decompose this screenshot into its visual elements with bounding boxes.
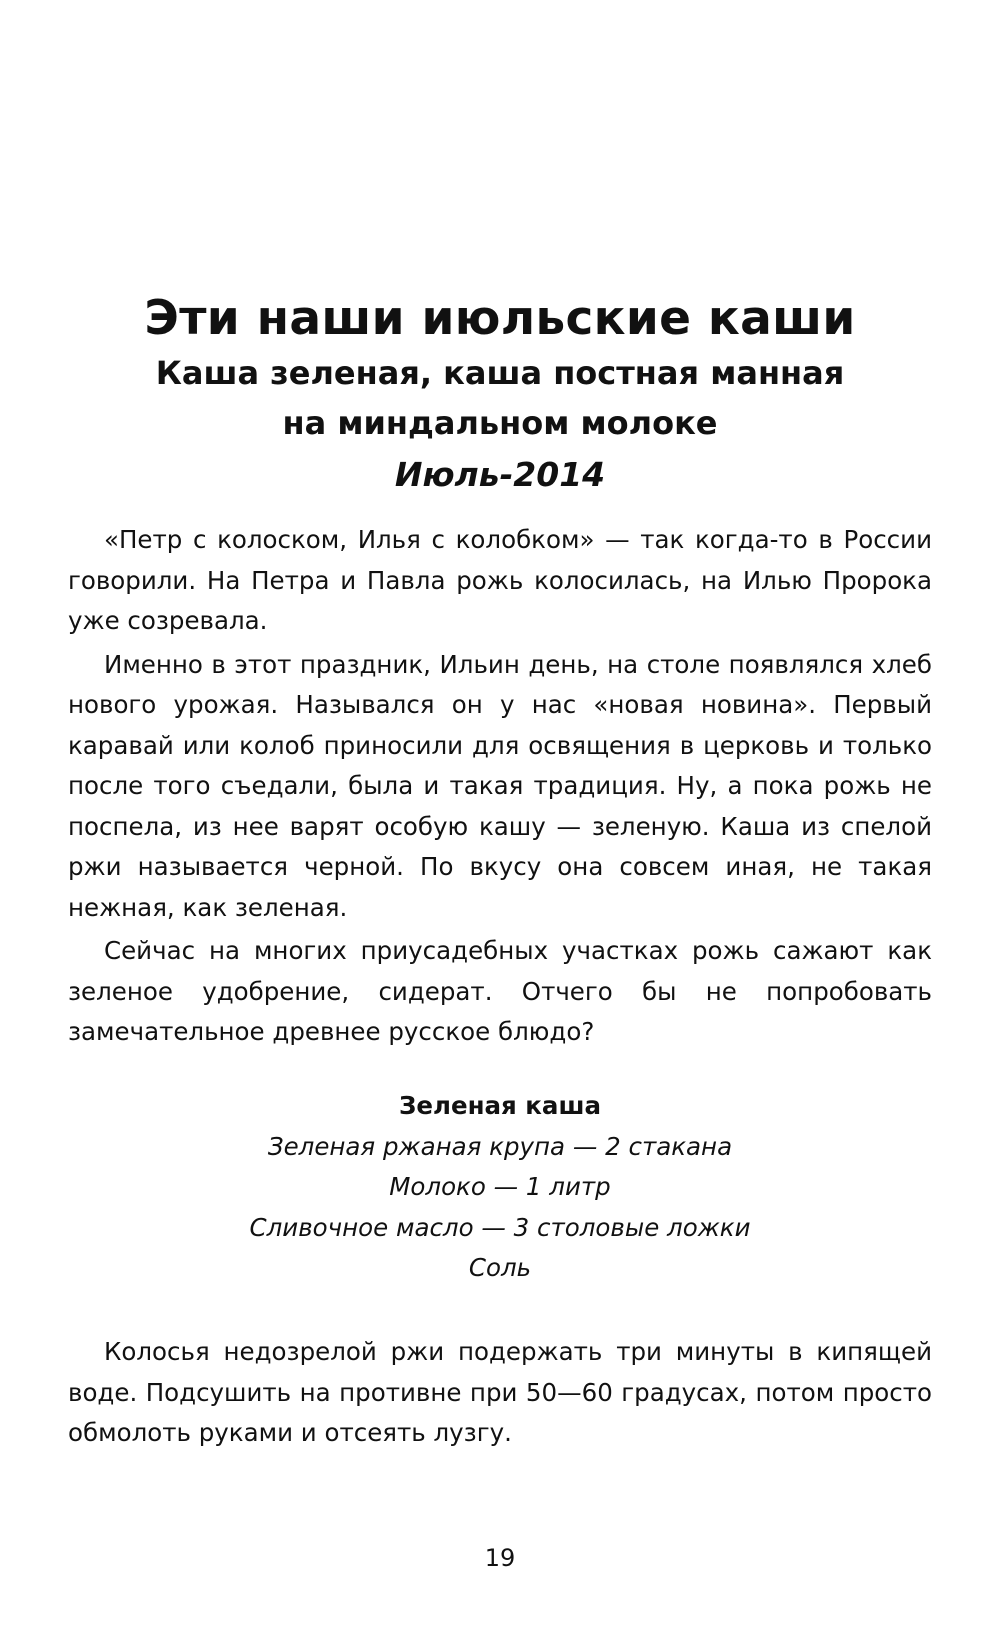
page-number: 19 [484, 1544, 516, 1572]
instructions-paragraph: Колосья недозрелой ржи подержать три минуты в кипящей воде. Подсушить на противне при 50—60 градусах, потом просто обмолоть руками и отсеять лузгу. [68, 1337, 932, 1447]
chapter-heading [68, 290, 932, 502]
chapter-subtitle-line-2: на миндальном молоке [282, 404, 718, 442]
ingredient: Молоко — 1 литр [389, 1172, 611, 1201]
ingredient: Сливочное масло — 3 столовые ложки [249, 1212, 751, 1242]
chapter-date: Июль-2014 [394, 455, 606, 494]
paragraph: Именно в этот праздник, Ильин день, на столе появлялся хлеб нового урожая. Назывался он у нас «новая новина». Первый каравай или колоб приносили для освящения в церковь и только после того съедали, была и такая традиция. Ну, а пока рожь не поспела, из нее варят особую кашу — зеленую. Каша из спелой ржи называется черной. По вкусу она совсем иная, не такая нежная, как зеленая. [68, 649, 932, 922]
ingredient: Соль [468, 1253, 532, 1282]
paragraph: «Петр с колоском, Илья с колобком» — так когда-то в России говорили. На Петра и Павла рожь колосилась, на Илью Пророка уже созревала. [68, 525, 932, 635]
book-page [68, 0, 932, 1648]
recipe-instructions [68, 1332, 932, 1457]
paragraph: Сейчас на многих приусадебных участках рожь сажают как зеленое удобрение, сидерат. Отчего бы не попробовать замечательное древнее русское блюдо? [68, 936, 932, 1046]
recipe-block [68, 1086, 932, 1289]
ingredient: Зеленая ржаная крупа — 2 стакана [267, 1131, 733, 1161]
body-text [68, 520, 932, 1056]
chapter-subtitle-line-1: Каша зеленая, каша постная манная [155, 354, 845, 392]
recipe-title: Зеленая каша [398, 1091, 602, 1120]
chapter-title: Эти наши июльские каши [144, 291, 856, 346]
